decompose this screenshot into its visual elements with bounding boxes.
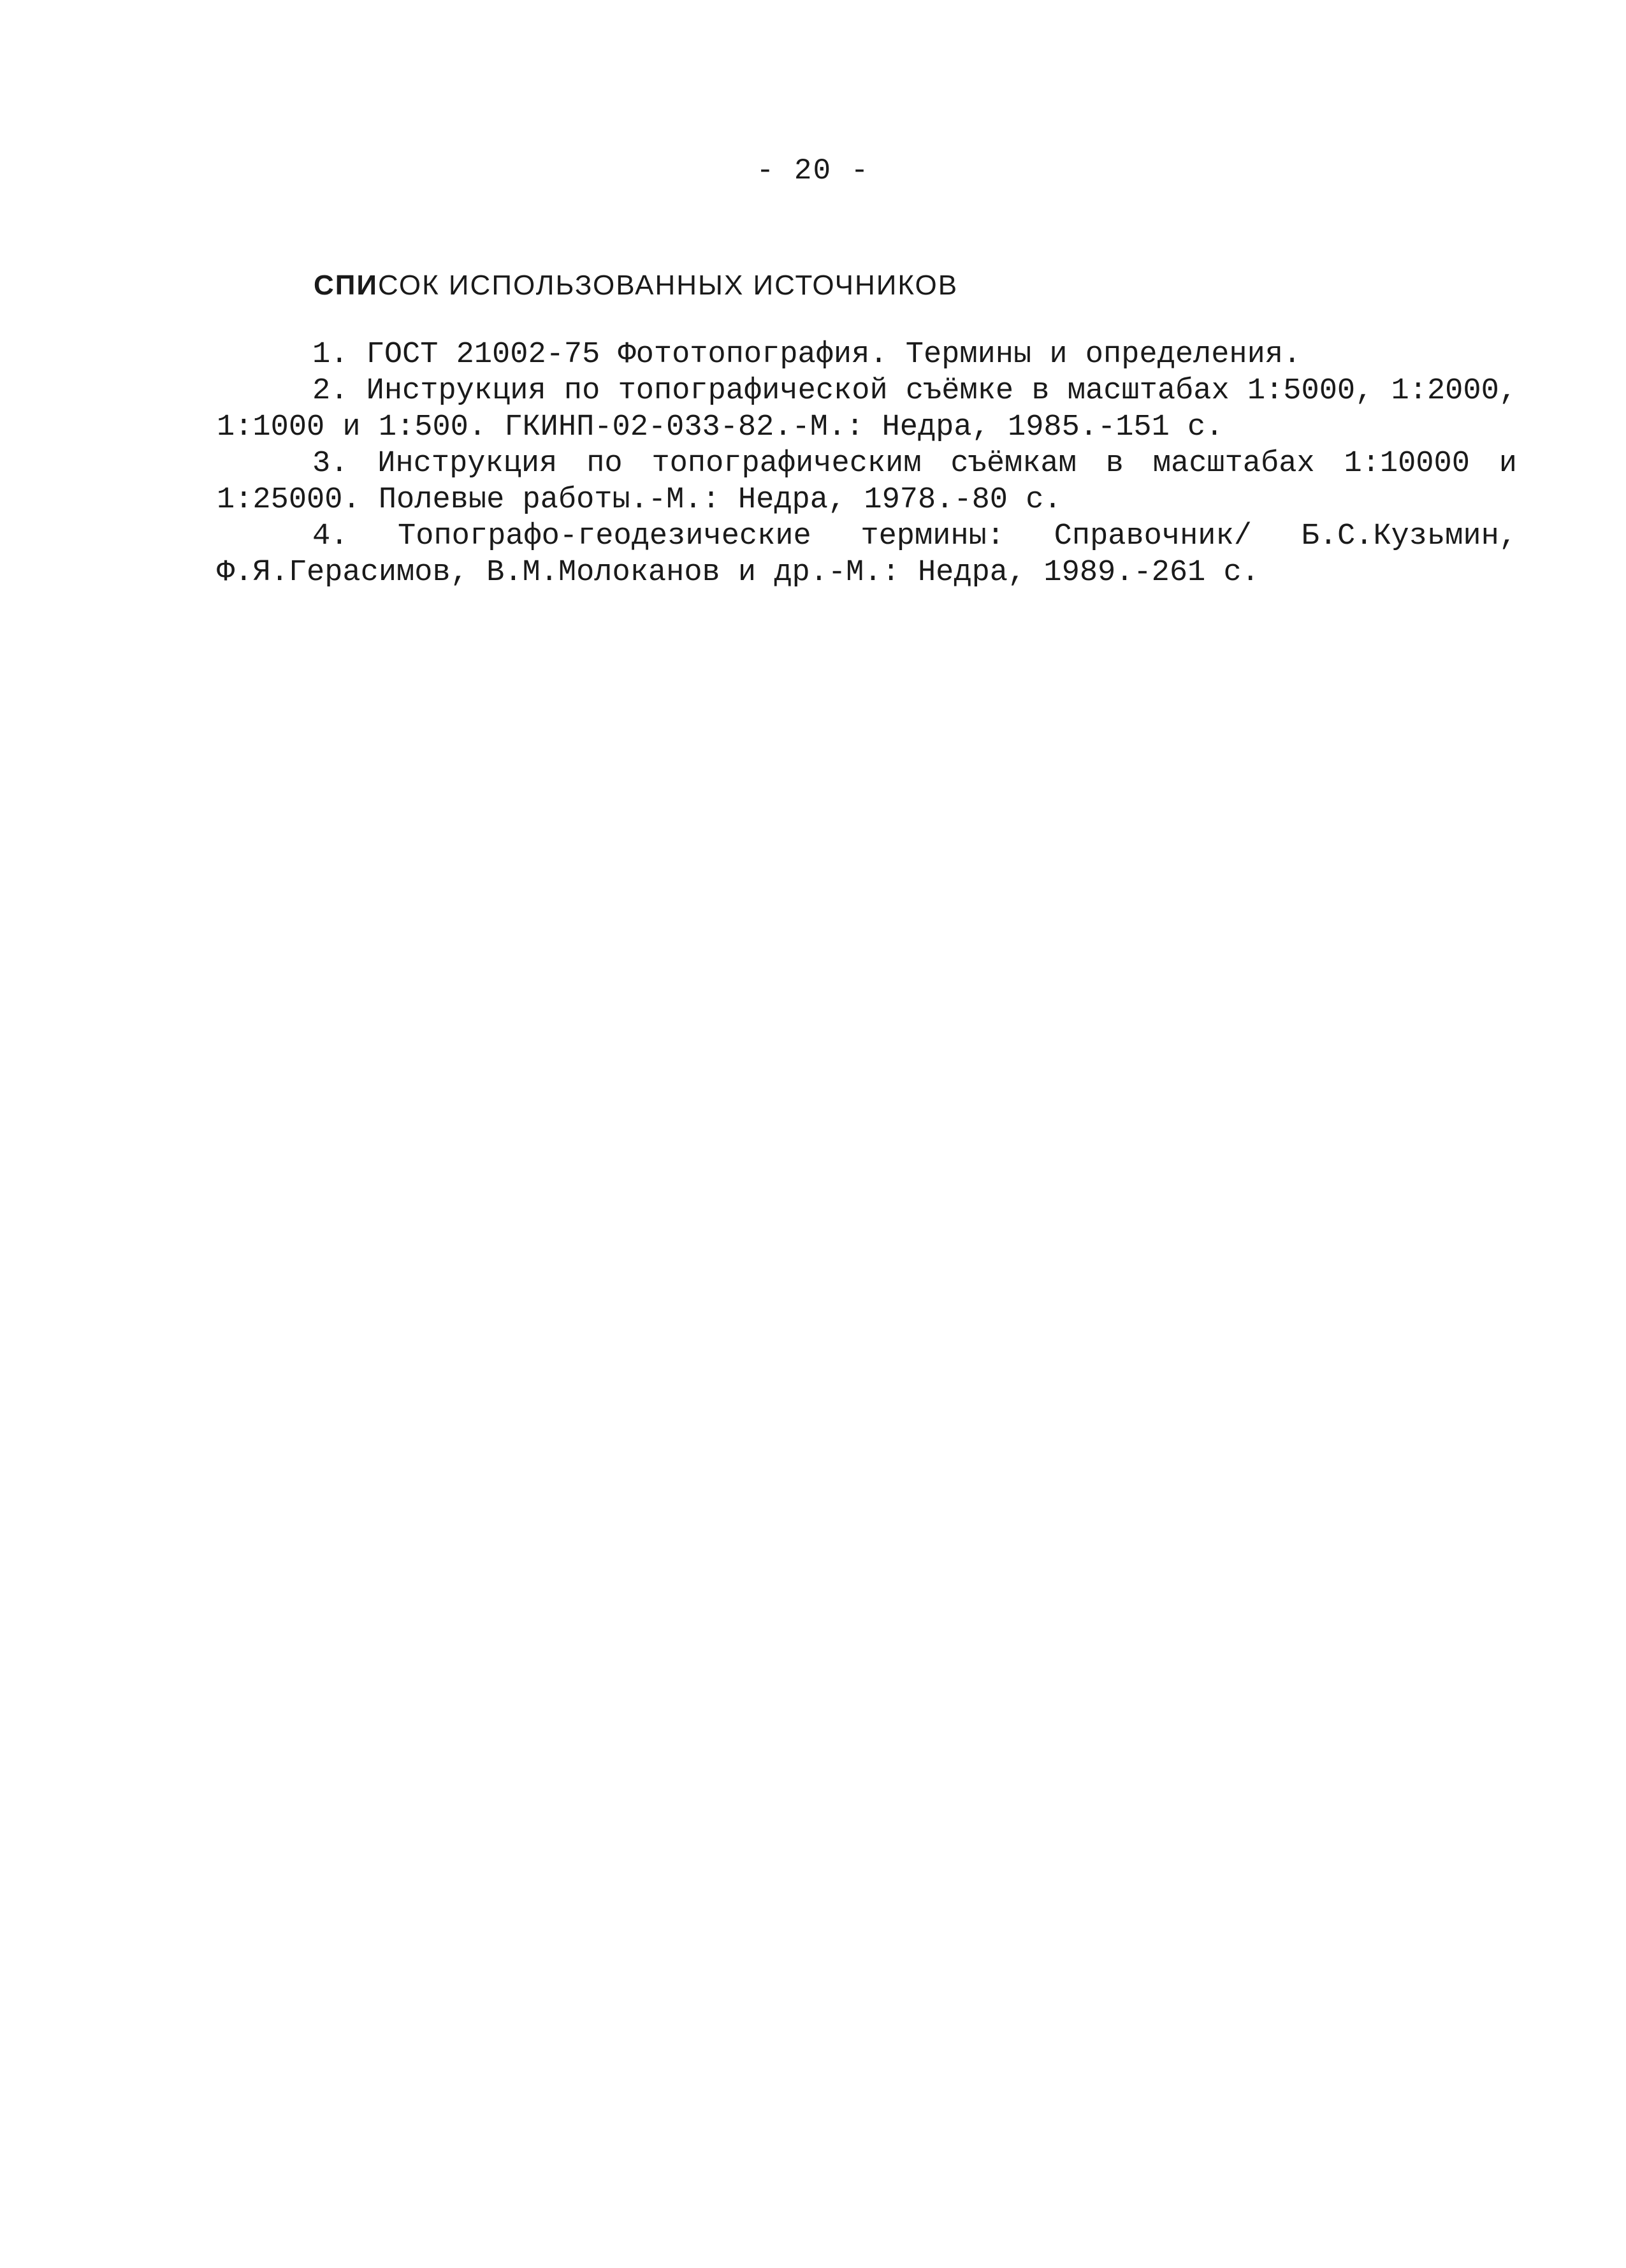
- heading-rest: СОК ИСПОЛЬЗОВАННЫХ ИСТОЧНИКОВ: [378, 270, 959, 301]
- reference-item-1: 1. ГОСТ 21002-75 Фототопография. Термины и определения.: [312, 338, 1302, 372]
- reference-item-4: 4. Топографо-геодезические термины: Справочник/ Б.С.Кузьмин, Ф.Я.Герасимов, В.М.Молоканов и др.-М.: Недра, 1989.-261 с.: [217, 520, 1517, 590]
- reference-item-2: 2. Инструкция по топографической съёмке в масштабах 1:5000, 1:2000, 1:1000 и 1:500. ГКИНП-02-033-82.-М.: Недра, 1985.-151 с.: [217, 374, 1517, 444]
- page-number: - 20 -: [756, 154, 870, 187]
- section-heading: [314, 266, 958, 305]
- heading-bold-part: СПИ: [314, 270, 379, 301]
- reference-list: [217, 337, 1517, 591]
- reference-item-3: 3. Инструкция по топографическим съёмкам в масштабах 1:10000 и 1:25000. Полевые работы.-М.: Недра, 1978.-80 с.: [217, 447, 1517, 517]
